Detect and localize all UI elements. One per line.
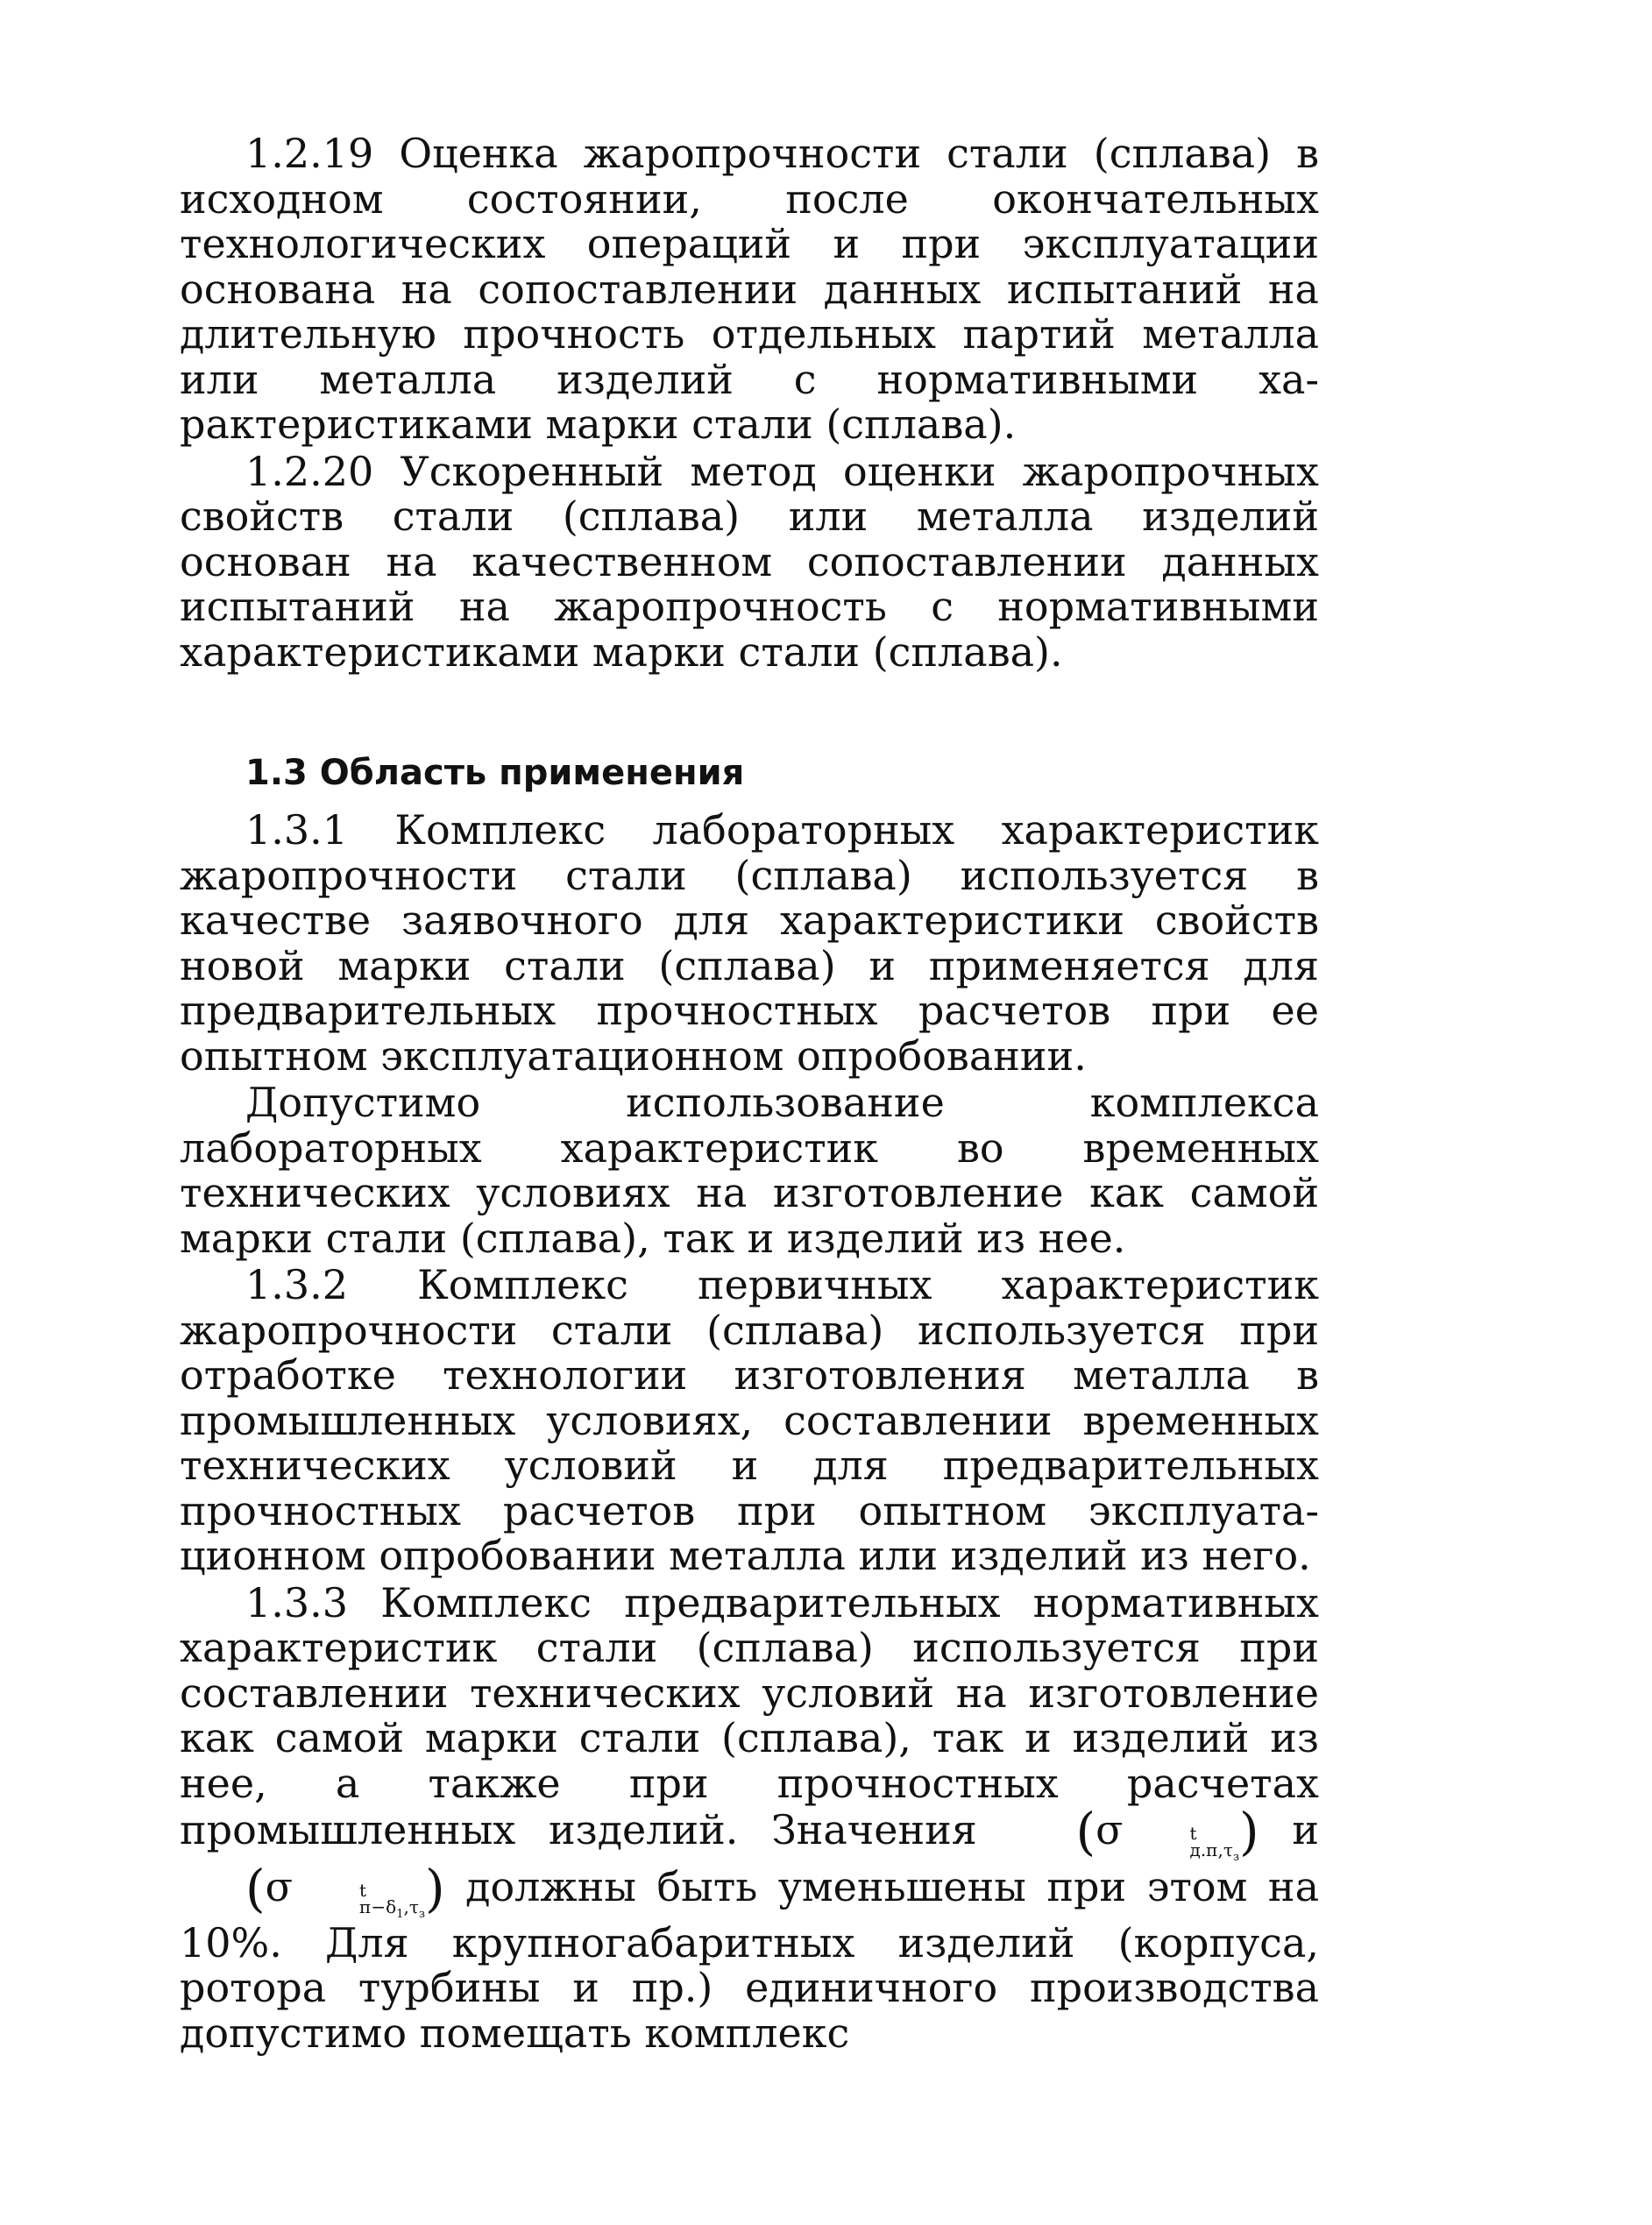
paragraph-allowed-use: Допустимо использование комплекса лабораторных характеристик во временных технических условиях на изготовление как самой марки стали (сплава), так и изделий из нее.: [180, 1079, 1319, 1262]
paragraph-1-2-20: 1.2.20 Ускоренный метод оценки жаропрочных свойств стали (сплава) или металла изделий основан на качественном сопоставлении данных испытаний на жаропрочность с нормативными характеристиками марки стали (сплава).: [180, 447, 1319, 676]
paragraph-1-3-3-start: 1.3.3 Комплекс предварительных нормативных характеристик стали (сплава) используется при составлении технических условий на изготовление как самой марки стали (сплава), так и изделий из нее, а также при прочностных расчетах промышленных изделий. Значения: [180, 1578, 1319, 1853]
formula-sigma-dp: (σ t $д.п,\tau_з$ ): [1075, 1802, 1259, 1864]
paragraph-1-3-3: [180, 1578, 1319, 2057]
paragraph-1-3-1: 1.3.1 Комплекс лабораторных характеристик жаропрочности стали (сплава) используется в качестве заявочного для характеристики свойств новой марки стали (сплава) и применяется для предварительных прочностных расчетов при ее опытном эксплуатационном опробовании.: [180, 806, 1319, 1080]
section-heading: 1.3 Область применения: [245, 753, 745, 793]
formula-sigma-pd: (σ t $п-\delta_1,\tau_з$ ): [245, 1859, 445, 1922]
paragraph-1-3-2: 1.3.2 Комплекс первичных характеристик жаропрочности стали (сплава) используется при отработке технологии изготовления металла в промышленных условиях, составлении временных технических условий и для предварительных прочностных расчетов при опытном эксплуатационном опробовании металла или изделий из него.: [180, 1261, 1319, 1579]
document-page: [180, 131, 1319, 2058]
paragraph-1-2-19: 1.2.19 Оценка жаропрочности стали (сплава) в исходном состоянии, после окончательных технологических операций и при эксплуатации основана на сопоставлении данных испытаний на длительную прочность отдельных партий металла или металла изделий с нормативными характеристиками марки стали (сплава).: [180, 130, 1319, 448]
paragraph-1-3-3-end: должны быть уменьшены при этом на 10%. Для крупногабаритных изделий (корпуса, ротора турбины и пр.) единичного производства допустимо помещать комплекс: [180, 1863, 1319, 2057]
paragraph-1-3-3-middle: и: [1258, 1806, 1319, 1853]
